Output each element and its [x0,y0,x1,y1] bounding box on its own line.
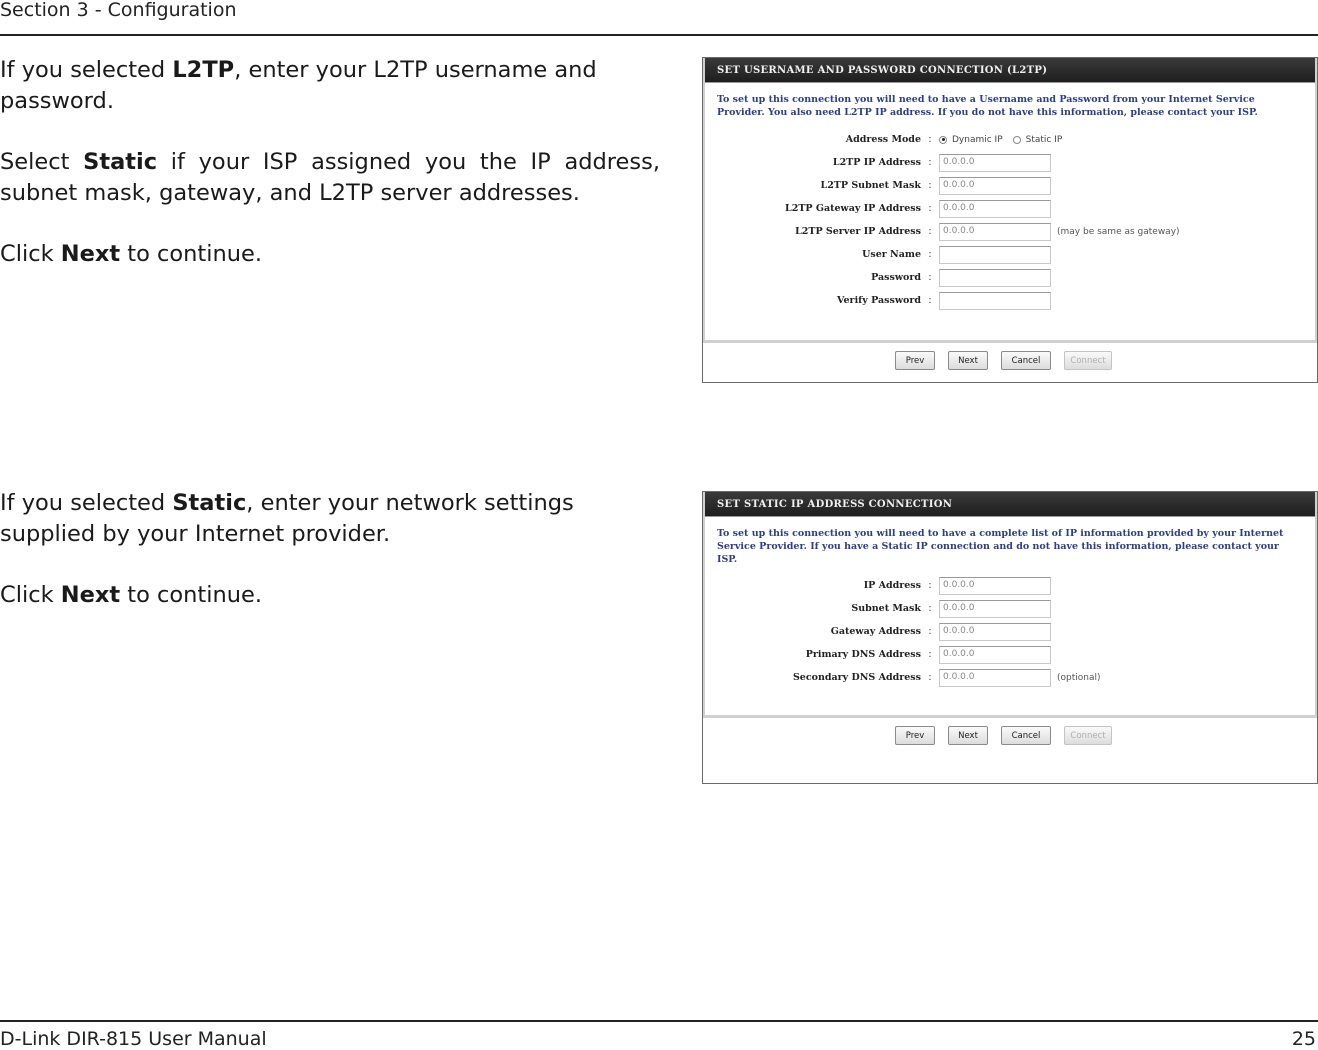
secondary-dns-row: Secondary DNS Address : 0.0.0.0 (optional) [705,666,1315,689]
l2tp-subnet-mask-input[interactable]: 0.0.0.0 [939,177,1051,195]
primary-dns-row: Primary DNS Address : 0.0.0.0 [705,643,1315,666]
subnet-mask-row: Subnet Mask : 0.0.0.0 [705,597,1315,620]
l2tp-ip-address-row: L2TP IP Address : 0.0.0.0 [705,151,1315,174]
l2tp-instructions [0,55,660,300]
static-paragraph-1: If you selected Static, enter your network settings supplied by your Internet provider. [0,490,574,547]
static-connect-button[interactable]: Connect [1064,726,1112,745]
static-panel-description: To set up this connection you will need to have a complete list of IP information provided by your Internet Service Provider. If you have a Static IP connection and do not have this information, please contact your ISP. [717,528,1284,565]
l2tp-button-bar [703,343,1317,370]
section-header: Section 3 - Configuration [0,0,237,21]
l2tp-paragraph-3: Click Next to continue. [0,241,263,267]
dynamic-ip-label: Dynamic IP [952,134,1003,145]
verify-password-input[interactable] [939,292,1051,310]
gateway-address-input[interactable]: 0.0.0.0 [939,623,1051,641]
l2tp-subnet-mask-row: L2TP Subnet Mask : 0.0.0.0 [705,174,1315,197]
address-mode-label: Address Mode [845,134,921,145]
l2tp-gateway-ip-row: L2TP Gateway IP Address : 0.0.0.0 [705,197,1315,220]
footer-rule [0,1020,1318,1022]
static-cancel-button[interactable]: Cancel [1001,726,1051,745]
gateway-address-row: Gateway Address : 0.0.0.0 [705,620,1315,643]
footer-page-number: 25 [1291,1028,1316,1050]
password-row: Password : [705,266,1315,289]
address-mode-row: Address Mode : Dynamic IP Static IP [705,128,1315,151]
static-ip-label: Static IP [1025,134,1063,145]
server-ip-note: (may be same as gateway) [1057,226,1180,237]
prev-button[interactable]: Prev [895,351,935,370]
l2tp-paragraph-1: If you selected L2TP, enter your L2TP username and password. [0,57,597,114]
l2tp-panel-description: To set up this connection you will need to have a Username and Password from your Internet Service Provider. You also need L2TP IP address. If you do not have this information, please contact your ISP. [717,94,1258,118]
l2tp-server-ip-row: L2TP Server IP Address : 0.0.0.0 (may be same as gateway) [705,220,1315,243]
user-name-row: User Name : [705,243,1315,266]
l2tp-server-ip-input[interactable]: 0.0.0.0 [939,223,1051,241]
footer-manual-title: D-Link DIR-815 User Manual [0,1028,267,1050]
next-button[interactable]: Next [948,351,988,370]
cancel-button[interactable]: Cancel [1001,351,1051,370]
password-input[interactable] [939,269,1051,287]
primary-dns-input[interactable]: 0.0.0.0 [939,646,1051,664]
static-instructions [0,488,660,641]
static-next-button[interactable]: Next [948,726,988,745]
dynamic-ip-radio[interactable] [939,136,947,144]
address-mode-radio-group [939,135,1072,145]
header-rule [0,34,1318,36]
connect-button[interactable]: Connect [1064,351,1112,370]
static-ip-settings-panel [702,491,1318,784]
static-button-bar [703,718,1317,745]
static-panel-title: SET STATIC IP ADDRESS CONNECTION [705,492,1315,517]
subnet-mask-input[interactable]: 0.0.0.0 [939,600,1051,618]
secondary-dns-input[interactable]: 0.0.0.0 [939,669,1051,687]
static-ip-radio[interactable] [1013,136,1021,144]
l2tp-settings-panel [702,57,1318,383]
ip-address-row: IP Address : 0.0.0.0 [705,574,1315,597]
static-prev-button[interactable]: Prev [895,726,935,745]
l2tp-ip-address-input[interactable]: 0.0.0.0 [939,154,1051,172]
static-paragraph-2: Click Next to continue. [0,582,263,608]
secondary-dns-note: (optional) [1057,672,1101,683]
user-name-input[interactable] [939,246,1051,264]
l2tp-panel-title: SET USERNAME AND PASSWORD CONNECTION (L2TP) [705,58,1315,83]
l2tp-paragraph-2: Select Static if your ISP assigned you the IP address, subnet mask, gateway, and L2TP server addresses. [0,149,660,206]
verify-password-row: Verify Password : [705,289,1315,312]
ip-address-input[interactable]: 0.0.0.0 [939,577,1051,595]
l2tp-gateway-ip-input[interactable]: 0.0.0.0 [939,200,1051,218]
